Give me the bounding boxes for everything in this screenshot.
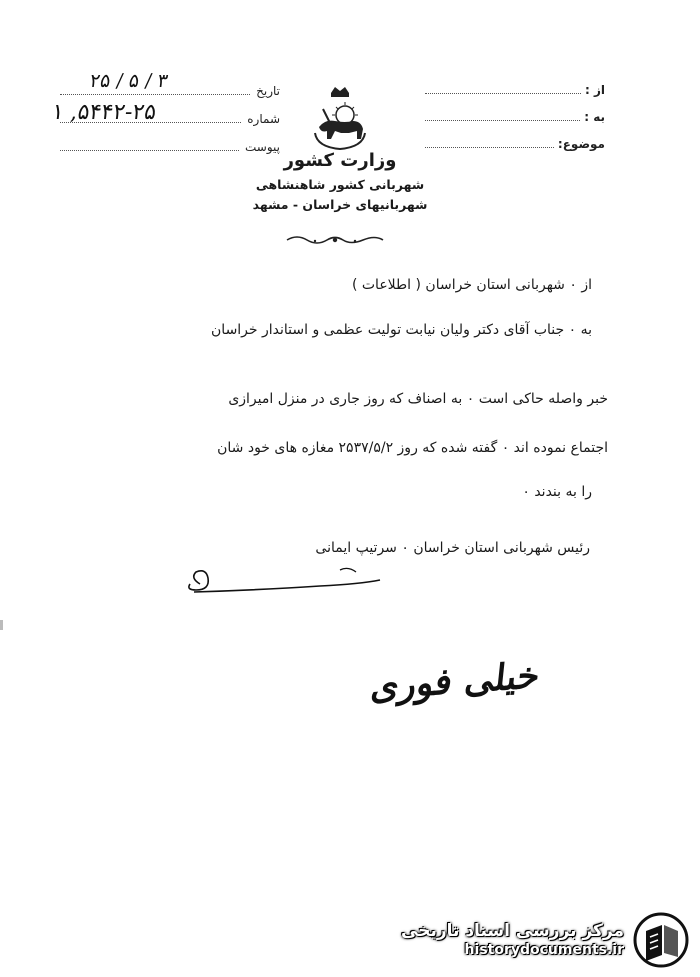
date-value: ۳ / ۵ / ۲۵	[88, 70, 170, 92]
to-row	[425, 97, 605, 124]
date-label: تاریخ	[256, 84, 280, 98]
subject-label: موضوع:	[557, 137, 605, 151]
lion-and-sun-emblem-icon	[305, 85, 375, 155]
to-label: به :	[584, 110, 605, 124]
signatory-line: رئیس شهربانی استان خراسان ۰ سرتیپ ایمانی	[315, 540, 590, 556]
watermark-url: historydocuments.ir	[464, 941, 624, 958]
signature-icon	[180, 562, 390, 602]
header-meta-right	[425, 70, 605, 151]
letterhead-line-2: شهربانیهای خراسان - مشهد	[252, 197, 428, 212]
ornament-divider-icon	[285, 233, 385, 247]
subject-dots	[425, 133, 554, 148]
number-value: ۵۴۴۲-۲۵, ۱	[50, 100, 158, 125]
archive-watermark	[401, 911, 690, 969]
body-paragraph-line-2: اجتماع نموده اند ۰ گفته شده که روز ۲۵۳۷/۵/۲ مغازه های خود شان	[217, 440, 608, 456]
letterhead	[240, 150, 440, 217]
enclosure-label: پیوست	[245, 140, 280, 154]
scan-artifact	[0, 620, 3, 630]
from-row	[425, 70, 605, 97]
from-line: از ۰ شهربانی استان خراسان ( اطلاعات )	[351, 277, 592, 293]
watermark-text	[401, 921, 624, 958]
from-dots	[425, 79, 581, 94]
body-paragraph-line-3: را به بندند ۰	[522, 484, 592, 500]
ministry-title: وزارت کشور	[283, 150, 397, 171]
header-meta-left	[50, 70, 280, 154]
subject-row	[425, 124, 605, 151]
date-row	[60, 70, 280, 98]
from-label: از :	[585, 83, 605, 97]
watermark-title: مرکز بررسی اسناد تاریخی	[401, 921, 624, 942]
number-row	[50, 98, 280, 126]
enclosure-dots	[60, 136, 239, 151]
to-dots	[425, 106, 580, 121]
number-label: شماره	[247, 112, 280, 126]
to-line: به ۰ جناب آقای دکتر ولیان نیابت تولیت عظمی و استاندار خراسان	[211, 322, 592, 338]
body-paragraph-line-1: خبر واصله حاکی است ۰ به اصناف که روز جاری در منزل امیرازی	[228, 391, 608, 407]
archive-logo-icon	[632, 911, 690, 969]
letterhead-line-1: شهربانی کشور شاهنشاهی	[255, 177, 425, 192]
urgent-handwritten-note: خیلی فوری	[369, 653, 543, 709]
